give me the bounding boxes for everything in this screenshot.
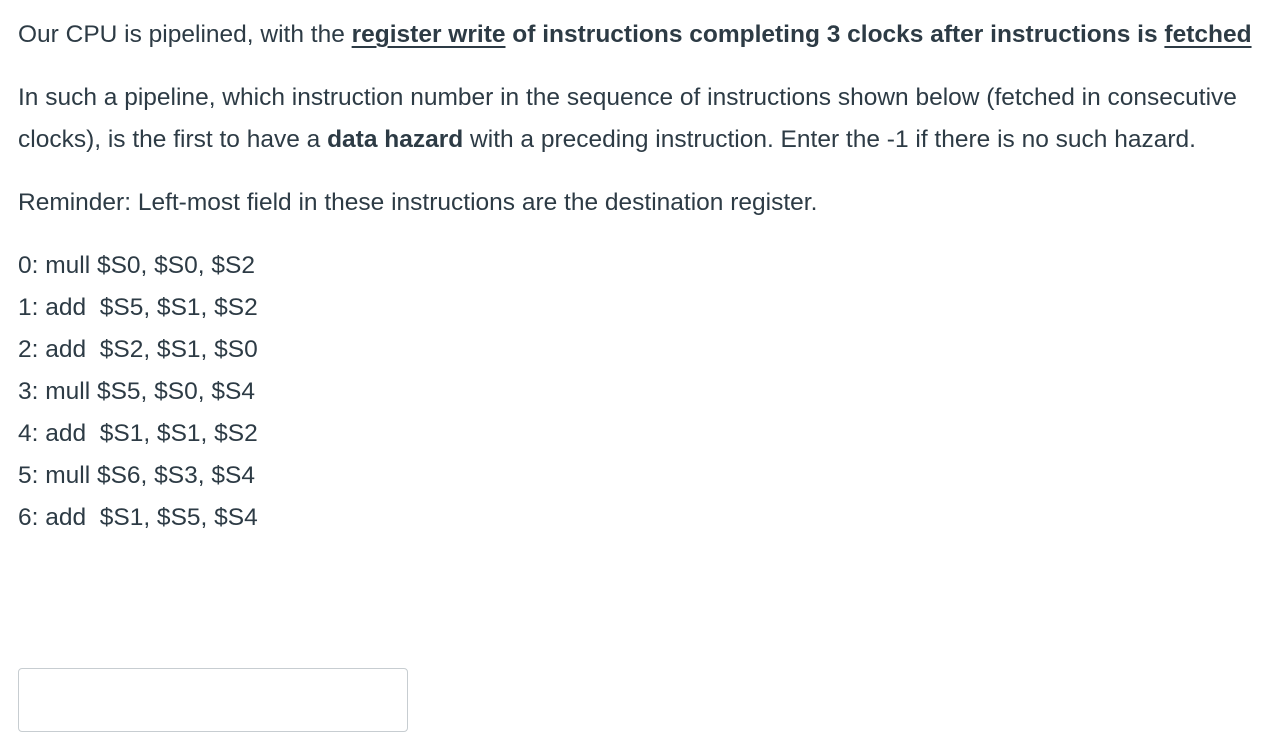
- instruction-line-5: 5: mull $S6, $S3, $S4: [18, 462, 255, 489]
- question-body: [18, 14, 1258, 539]
- intro-mid-text: of instructions completing 3 clocks after instructions is: [505, 21, 1165, 48]
- instruction-line-1: 1: add $S5, $S1, $S2: [18, 294, 258, 321]
- register-write-emphasis: register write: [351, 21, 506, 48]
- question-prompt: [18, 77, 1258, 161]
- reminder-text: Reminder: Left-most field in these instructions are the destination register.: [18, 189, 818, 216]
- instruction-line-4: 4: add $S1, $S1, $S2: [18, 420, 258, 447]
- intro-lead-text: Our CPU is pipelined, with the: [18, 21, 352, 48]
- answer-input[interactable]: [18, 668, 408, 732]
- fetched-emphasis: fetched: [1164, 21, 1252, 48]
- prompt-lead-text: In such a pipeline, which instruction number in the sequence of instructions shown below (fetched in consecutive clocks), is the first to have a: [18, 84, 1237, 153]
- instruction-list: [18, 245, 1258, 539]
- question-intro: [18, 14, 1258, 56]
- prompt-tail-text: with a preceding instruction. Enter the -1 if there is no such hazard.: [463, 126, 1196, 153]
- data-hazard-emphasis: data hazard: [327, 126, 464, 153]
- instruction-line-3: 3: mull $S5, $S0, $S4: [18, 378, 255, 405]
- instruction-line-0: 0: mull $S0, $S0, $S2: [18, 252, 255, 279]
- instruction-line-6: 6: add $S1, $S5, $S4: [18, 504, 258, 531]
- instruction-line-2: 2: add $S2, $S1, $S0: [18, 336, 258, 363]
